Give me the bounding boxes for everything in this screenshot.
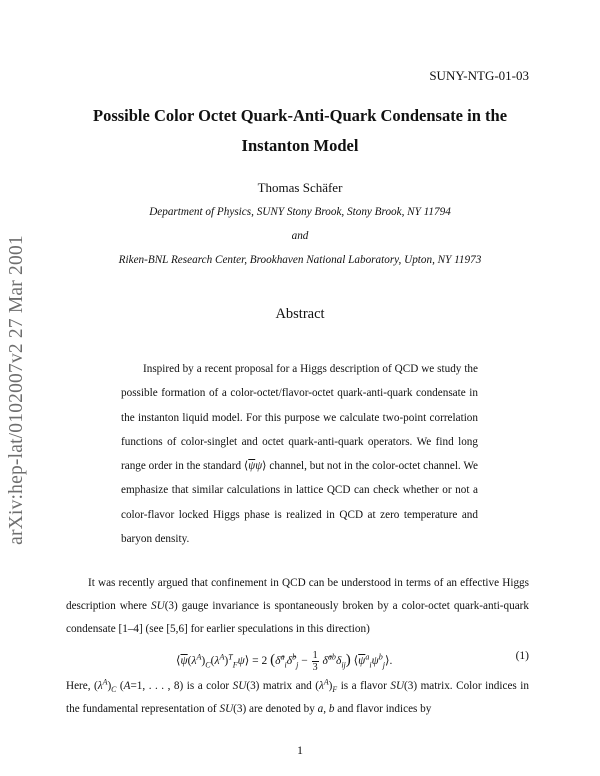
abstract-text-part-1: Inspired by a recent proposal for a Higgs description of QCD we study the possible formation of a color-octet/flavor-octet quark-anti-quark condensate in the instanton liquid model. For this purpose we calculate two-point correlation functions of color-singlet and octet quark-anti-quark operators. We find long range order in the standard xyxy=(121,363,478,473)
paragraph-2-part-2: is a color xyxy=(183,680,233,692)
page-number: 1 xyxy=(297,743,303,757)
equation-number: (1) xyxy=(515,650,529,662)
paragraph-2-part-3: (3) matrix and xyxy=(246,680,316,692)
paper-title xyxy=(60,101,540,161)
paragraph-2-part-7: and flavor indices by xyxy=(334,702,432,715)
paragraph-1-part-2: (3) gauge invariance is spontaneously broken by a color-octet quark-anti-quark condensate [1–4] (see [5,6] for earlier speculations in this direction) xyxy=(66,599,529,635)
body-paragraph-2: Here, $(\lambda^A)_C$ (A=1, . . . , 8) is a color SU(3) matrix and $(\lambda^A)_F$ is a flavor SU(3) matrix. Color indices in the fundamental representation of SU(3) are denoted by a, b and flavor indices by xyxy=(66,677,529,715)
equation-1 xyxy=(0,646,600,672)
abstract-text xyxy=(121,357,478,551)
abstract-text-part-2: channel, but not in the color-octet channel. We emphasize that similar calculations in lattice QCD can check whether or not a color-flavor locked Higgs phase is realized in QCD at zero temperature and baryon density. xyxy=(121,460,478,546)
fraction-one-third: $\frac{1}{3}$ xyxy=(312,650,318,673)
arxiv-identifier: arXiv:hep-lat/0102007v2 27 Mar 2001 xyxy=(6,235,27,545)
paragraph-2-part-1: Here, xyxy=(66,680,95,692)
affiliation-1: Department of Physics, SUNY Stony Brook, Stony Brook, NY 11794 xyxy=(149,206,451,218)
report-number: SUNY-NTG-01-03 xyxy=(429,68,529,83)
title-line-2: Instanton Model xyxy=(241,136,359,155)
condensate-symbol: $⟨\overline{\psi}\psi⟩$ xyxy=(243,460,267,473)
affiliation-and: and xyxy=(291,230,309,242)
affiliation-2: Riken-BNL Research Center, Brookhaven National Laboratory, Upton, NY 11973 xyxy=(118,254,482,266)
paragraph-2-part-5: (3) matrix. Color indices in the fundamental representation of xyxy=(66,680,529,715)
equation-body: $⟨\overline{\psi}(\lambda^A)_C(\lambda^A)^T_F\psi⟩ = 2$ (δ̂$^a_i$δ̂$^b_j$ − $\frac{1}{3}$ $\deltâ^{ab}\delta_{ij}$) $⟨\overline{\psi}^a_i\psi^b_j⟩$. xyxy=(176,650,393,673)
paragraph-1-part-1: It was recently argued that confinement in QCD can be understood in terms of an effective Higgs description where xyxy=(66,577,529,612)
su3-symbol: SU xyxy=(151,599,165,612)
paragraph-2-part-6: (3) are denoted by xyxy=(233,702,318,715)
abstract-heading: Abstract xyxy=(275,306,325,322)
author-name: Thomas Schäfer xyxy=(257,180,343,195)
title-line-1: Possible Color Octet Quark-Anti-Quark Condensate in the xyxy=(92,106,508,125)
paragraph-2-part-4: is a flavor xyxy=(337,680,391,692)
body-paragraph-1 xyxy=(66,572,529,640)
